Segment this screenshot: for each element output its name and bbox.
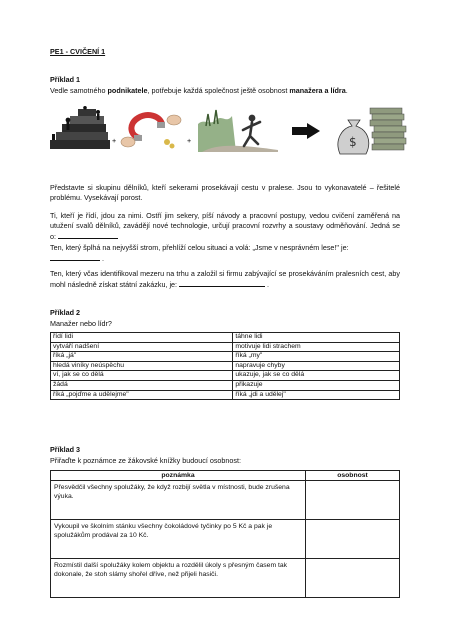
paragraph-managers: Ti, kteří je řídí, jdou za nimi. Ostří jim sekery, píší návody a pracovní postupy, vedou cvičení zaměřená na utužení svalů dělníků, zavádějí nové technologie, určují pracovní rozvrhy a soustavy odměňování. Jedná se o: — [50, 211, 400, 241]
illustration-magnet-hands — [120, 108, 184, 152]
column-header-note: poznámka — [51, 471, 306, 481]
illustration-money-stacks — [334, 102, 408, 158]
answer-blank-2[interactable] — [50, 253, 100, 261]
personality-answer-cell[interactable] — [306, 520, 400, 559]
leader-cell: přikazuje — [233, 380, 400, 390]
example-1-heading: Příklad 1 — [50, 75, 80, 84]
example-3-heading: Příklad 3 — [50, 445, 80, 454]
note-cell: Vykoupil ve školním stánku všechny čokoládové tyčinky po 5 Kč a pak je spolužákům prodával za 10 Kč. — [51, 520, 306, 559]
table-row — [51, 333, 400, 343]
note-cell: Přesvědčil všechny spolužáky, že když rozbijí světla v místnosti, bude zrušena výuka. — [51, 481, 306, 520]
table-row — [51, 371, 400, 381]
table-row — [51, 361, 400, 371]
table-row — [51, 559, 400, 598]
illustration-pathfinder — [196, 104, 280, 154]
leader-cell: ukazuje, jak se co dělá — [233, 371, 400, 381]
manager-cell: hledá viníky neúspěchu — [51, 361, 233, 371]
page-title: PE1 - CVIČENÍ 1 — [50, 47, 106, 56]
manager-cell: vytváří nadšení — [51, 342, 233, 352]
paragraph-leader: Ten, který šplhá na nejvyšší strom, přehlíží celou situaci a volá: „Jsme v nesprávném lese!" je: . — [50, 243, 349, 263]
paragraph-workers: Představte si skupinu dělníků, kteří sekerami prosekávají cestu v pralese. Jsou to vykonavatelé – řešitelé problému. Vysekávají porost. — [50, 183, 400, 202]
manager-cell: říká „já" — [51, 352, 233, 362]
leader-cell: napravuje chyby — [233, 361, 400, 371]
example-2-heading: Příklad 2 — [50, 308, 80, 317]
leader-cell: říká „jdi a udělej" — [233, 390, 400, 400]
personality-answer-cell[interactable] — [306, 559, 400, 598]
table-row — [51, 520, 400, 559]
column-header-personality: osobnost — [306, 471, 400, 481]
leader-cell: táhne lidi — [233, 333, 400, 343]
manager-cell: říká „pojďme a udělejme" — [51, 390, 233, 400]
manager-cell: žádá — [51, 380, 233, 390]
leader-cell: motivuje lidi strachem — [233, 342, 400, 352]
plus-sign: + — [187, 136, 192, 145]
example-3-subtitle: Přiřaďte k poznámce ze žákovské knížky budoucí osobnost: — [50, 456, 241, 465]
answer-blank-3[interactable] — [179, 279, 265, 287]
illustration-workers-on-steps — [48, 106, 112, 150]
table-row — [51, 390, 400, 400]
answer-blank-1[interactable] — [58, 231, 118, 239]
table-row — [51, 481, 400, 520]
manager-cell: řídí lidi — [51, 333, 233, 343]
paragraph-entrepreneur: Ten, který včas identifikoval mezeru na trhu a založil si firmu zabývající se prosekáváním pralesních cest, aby mohl následně získat státní zakázku, je: . — [50, 269, 400, 289]
example-1-intro: Vedle samotného podnikatele, potřebuje každá společnost ještě osobnost manažera a lídra. — [50, 86, 348, 95]
manager-leader-table — [50, 332, 400, 400]
table-row — [51, 352, 400, 362]
note-cell: Rozmístil další spolužáky kolem objektu a rozdělil úkoly s přesným časem tak dokonale, že stoh slámy shořel dříve, než přijeli hasiči. — [51, 559, 306, 598]
table-row — [51, 380, 400, 390]
manager-cell: ví, jak se co dělá — [51, 371, 233, 381]
arrow-right-icon — [292, 123, 320, 139]
personality-answer-cell[interactable] — [306, 481, 400, 520]
svg-text:$: $ — [349, 135, 357, 149]
table-row — [51, 342, 400, 352]
plus-sign: + — [112, 136, 117, 145]
note-personality-table — [50, 470, 400, 598]
example-2-subtitle: Manažer nebo lídr? — [50, 319, 112, 328]
leader-cell: říká „my" — [233, 352, 400, 362]
